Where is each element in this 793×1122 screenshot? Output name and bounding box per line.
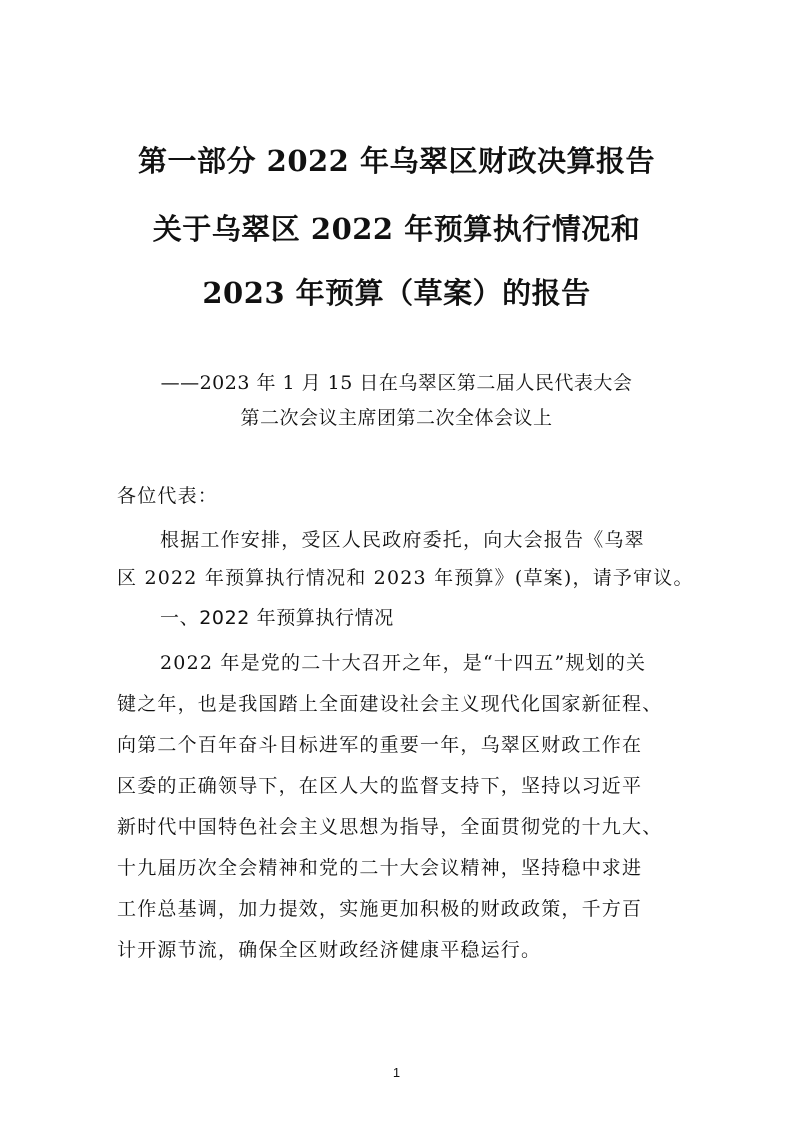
paragraph-line: 工作总基调，加力提效，实施更加积极的财政政策，千方百 [117,898,643,920]
paragraph-line: 十九届历次全会精神和党的二十大会议精神，坚持稳中求进 [117,857,643,879]
greeting: 各位代表： [117,485,219,507]
paragraph-line: 区委的正确领导下，在区人大的监督支持下，坚持以习近平 [117,775,643,797]
part-title: 第一部分 2022 年乌翠区财政决算报告 [138,144,655,178]
subtitle-line2: 第二次会议主席团第二次全体会议上 [240,407,553,429]
report-title-line1: 关于乌翠区 2022 年预算执行情况和 [152,212,641,246]
paragraph-line: 计开源节流，确保全区财政经济健康平稳运行。 [117,939,542,961]
subtitle-line1: ——2023 年 1 月 15 日在乌翠区第二届人民代表大会 [160,372,633,394]
page-number: 1 [392,1065,401,1080]
section-heading: 一、2022 年预算执行情况 [160,607,394,629]
paragraph-line: 2022 年是党的二十大召开之年，是“十四五”规划的关 [160,652,647,674]
paragraph-line: 向第二个百年奋斗目标进军的重要一年，乌翠区财政工作在 [117,734,643,756]
paragraph-line: 根据工作安排，受区人民政府委托，向大会报告《乌翠 [160,529,645,551]
paragraph-line: 新时代中国特色社会主义思想为指导，全面贯彻党的十九大、 [117,816,663,838]
paragraph-line: 区 2022 年预算执行情况和 2023 年预算》(草案)，请予审议。 [117,567,694,589]
report-title-line2: 2023 年预算（草案）的报告 [202,276,591,310]
paragraph-line: 键之年，也是我国踏上全面建设社会主义现代化国家新征程、 [117,693,663,715]
